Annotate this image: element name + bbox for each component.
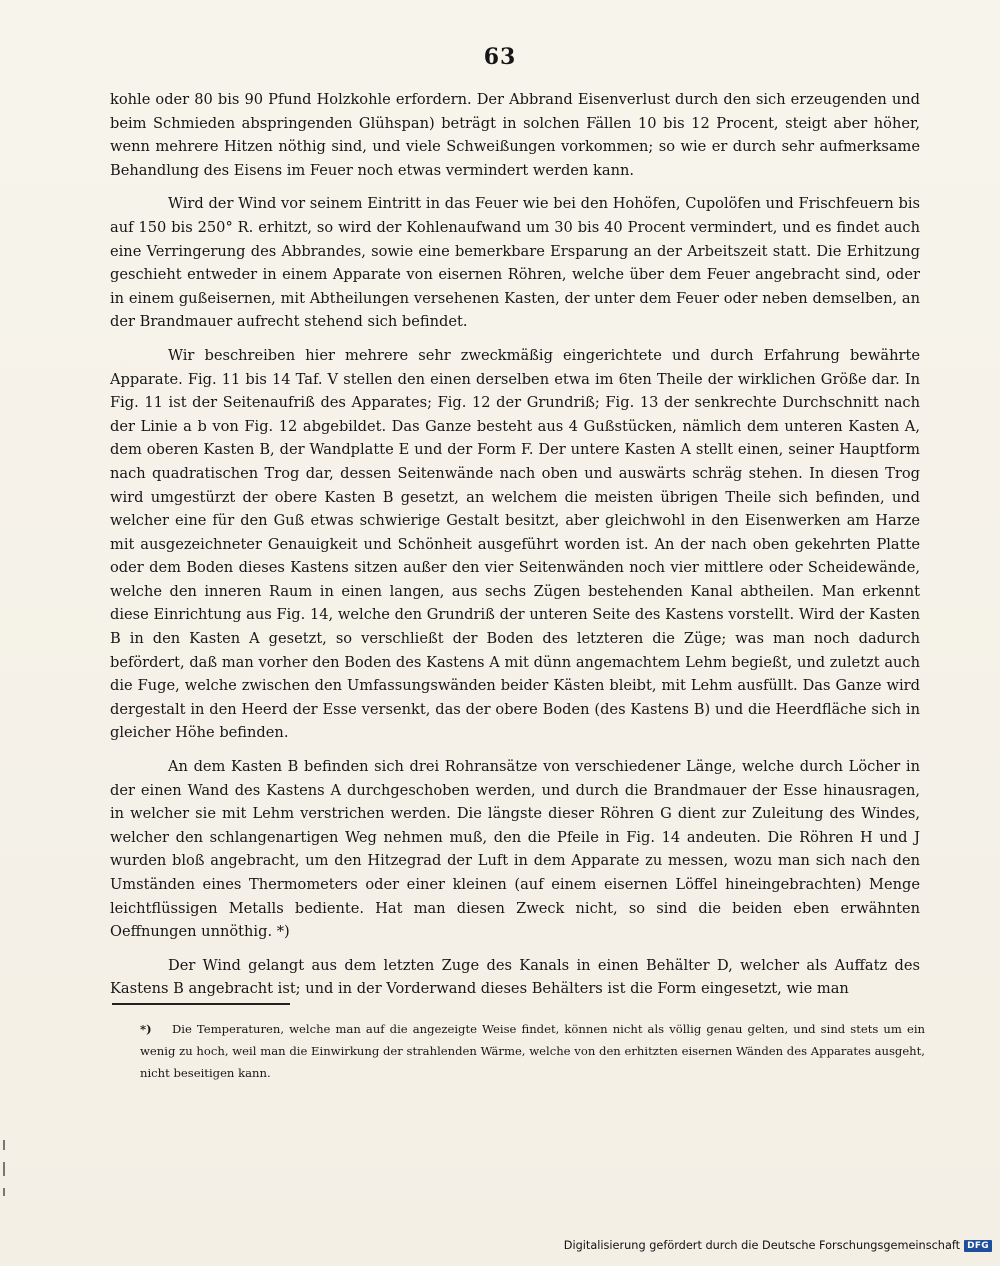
paragraph-2: Wird der Wind vor seinem Eintritt in das Feuer wie bei den Hohöfen, Cupolöfen und Frischfeuern bis auf 150 bis 250° R. erhitzt, so wird der Kohlenaufwand um 30 bis 40 Procent vermindert, und es findet auch eine Verringerung des Abbrandes, sowie eine bemerkbare Ersparung an der Arbeitszeit statt. Die Erhitzung geschieht entweder in einem Apparate von eisernen Röhren, welche über dem Feuer angebracht sind, oder in einem gußeisernen, mit Abtheilungen versehenen Kasten, der unter dem Feuer oder neben demselben, an der Brandmauer aufrecht stehend sich befindet. (110, 195, 920, 331)
scan-edge-marks (0, 1140, 8, 1200)
paragraph-4: An dem Kasten B befinden sich drei Rohransätze von verschiedener Länge, welche durch Löcher in der einen Wand des Kastens A durchgeschoben werden, und durch die Brandmauer der Esse hinausragen, in welcher sie mit Lehm verstrichen werden. Die längste dieser Röhren G dient zur Zuleitung des Windes, welcher den schlangenartigen Weg nehmen muß, den die Pfeile in Fig. 14 andeuten. Die Röhren H und J wurden bloß angebracht, um den Hitzegrad der Luft in dem Apparate zu messen, wozu man sich nach den Umständen eines Thermometers oder einer kleinen (auf einem eisernen Löffel hineingebrachten) Menge leichtflüssigen Metalls bediente. Hat man diesen Zweck nicht, so sind die beiden eben erwähnten Oeffnungen unnöthig. *) (110, 758, 920, 941)
page-number: 63 (483, 44, 517, 70)
digitization-credit (564, 1239, 992, 1252)
footnote (140, 1018, 925, 1084)
footnote-text: Die Temperaturen, welche man auf die angezeigte Weise findet, können nicht als völlig genau gelten, und sind stets um ein wenig zu hoch, weil man die Einwirkung der strahlenden Wärme, welche von den erhitzten eisernen Wänden des Apparates ausgeht, nicht beseitigen kann. (140, 1022, 925, 1080)
paragraph-1: kohle oder 80 bis 90 Pfund Holzkohle erfordern. Der Abbrand Eisenverlust durch den sich erzeugenden und beim Schmieden abspringenden Glühspan) beträgt in solchen Fällen 10 bis 12 Procent, steigt aber höher, wenn mehrere Hitzen nöthig sind, und viele Schweißungen vorkommen; so wie er durch sehr aufmerksame Behandlung des Eisens im Feuer noch etwas vermindert werden kann. (110, 91, 920, 179)
paragraph-3: Wir beschreiben hier mehrere sehr zweckmäßig eingerichtete und durch Erfahrung bewährte Apparate. Fig. 11 bis 14 Taf. V stellen den einen derselben etwa im 6ten Theile der wirklichen Größe dar. In Fig. 11 ist der Seitenaufriß des Apparates; Fig. 12 der Grundriß; Fig. 13 der senkrechte Durchschnitt nach der Linie a b von Fig. 12 abgebildet. Das Ganze besteht aus 4 Gußstücken, nämlich dem unteren Kasten A, dem oberen Kasten B, der Wandplatte E und der Form F. Der untere Kasten A stellt einen, seiner Hauptform nach quadratischen Trog dar, dessen Seitenwände nach oben und auswärts schräg stehen. In diesen Trog wird umgestürzt der obere Kasten B gesetzt, an welchem die meisten übrigen Theile sich befinden, und welcher eine für den Guß etwas schwierige Gestalt besitzt, aber gleichwohl in den Eisenwerken am Harze mit ausgezeichneter Genauigkeit und Schönheit ausgeführt worden ist. An der nach oben gekehrten Platte oder dem Boden dieses Kastens sitzen außer den vier Seitenwänden noch vier mittlere oder Scheidewände, welche den inneren Raum in einen langen, aus sechs Zügen bestehenden Kanal abtheilen. Man erkennt diese Einrichtung aus Fig. 14, welche den Grundriß der unteren Seite des Kastens vorstellt. Wird der Kasten B in den Kasten A gesetzt, so verschließt der Boden des letzteren die Züge; was man noch dadurch befördert, daß man vorher den Boden des Kastens A mit dünn angemachtem Lehm begießt, und zuletzt auch die Fuge, welche zwischen den Umfassungswänden beider Kästen bleibt, mit Lehm ausfüllt. Das Ganze wird dergestalt in den Heerd der Esse versenkt, das der obere Boden (des Kastens B) und die Heerdfläche sich in gleicher Höhe befinden. (110, 346, 920, 742)
footnote-divider (112, 1003, 290, 1005)
credit-text: Digitalisierung gefördert durch die Deutsche Forschungsgemeinschaft (563, 1239, 961, 1252)
dfg-logo-icon: DFG (964, 1240, 992, 1252)
body-text (110, 88, 920, 1001)
footnote-mark: *) (140, 1022, 152, 1036)
paragraph-5: Der Wind gelangt aus dem letzten Zuge des Kanals in einen Behälter D, welcher als Auffatz des Kastens B angebracht ist; und in der Vorderwand dieses Behälters ist die Form eingesetzt, wie man (110, 956, 920, 998)
